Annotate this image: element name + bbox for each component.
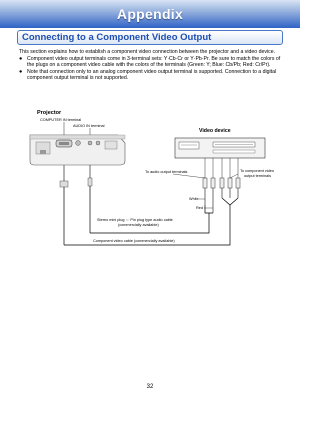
video-device-label: Video device [199, 128, 231, 134]
component-cable-label: Component video cable (commercially available) [93, 239, 175, 243]
audio-plugs [203, 158, 215, 213]
bullet-icon: ● [19, 68, 23, 75]
connection-diagram [0, 108, 300, 258]
bullet-item [19, 69, 285, 82]
projector-label: Projector [37, 110, 62, 116]
body-text [19, 49, 285, 82]
bullet-text: Note that connection only to an analog component video output terminal is supported. Connection to a digital component output terminal is not supported. [27, 68, 277, 82]
white-label: White [189, 197, 199, 201]
section-title: Connecting to a Component Video Output [22, 32, 212, 43]
page-title: Appendix [116, 6, 184, 22]
red-label: Red [196, 206, 203, 210]
stereo-cable-label: (commercially available) [118, 223, 159, 227]
video-device [175, 138, 265, 158]
bullet-text: Component video output terminals come in 3-terminal sets: Y·Cb·Cr or Y·Pb·Pr. Be sure to match the colors of the plugs on a component video cable with the colors of the terminals (Green: Y; Blue: Cb/Pb; Red: Cr/Pr). [27, 55, 281, 69]
projector-device [30, 135, 125, 165]
bullet-item [19, 56, 285, 69]
audio-in-label: AUDIO IN terminal [73, 124, 105, 128]
component-out-label: output terminals [244, 174, 272, 178]
computer-in-label: COMPUTER IN terminal [40, 118, 82, 122]
stereo-cable-label: Stereo mini plug ⇔ Pin plug type audio cable [97, 218, 173, 222]
page-number: 32 [146, 384, 154, 390]
section-heading-box [17, 30, 283, 45]
intro-paragraph: This section explains how to establish a component video connection between the projector and a video device. [19, 49, 276, 55]
bullet-icon: ● [19, 55, 23, 62]
audio-out-label: To audio output terminals [145, 170, 188, 174]
header-banner [0, 0, 300, 28]
component-out-label: To component video [240, 169, 274, 173]
